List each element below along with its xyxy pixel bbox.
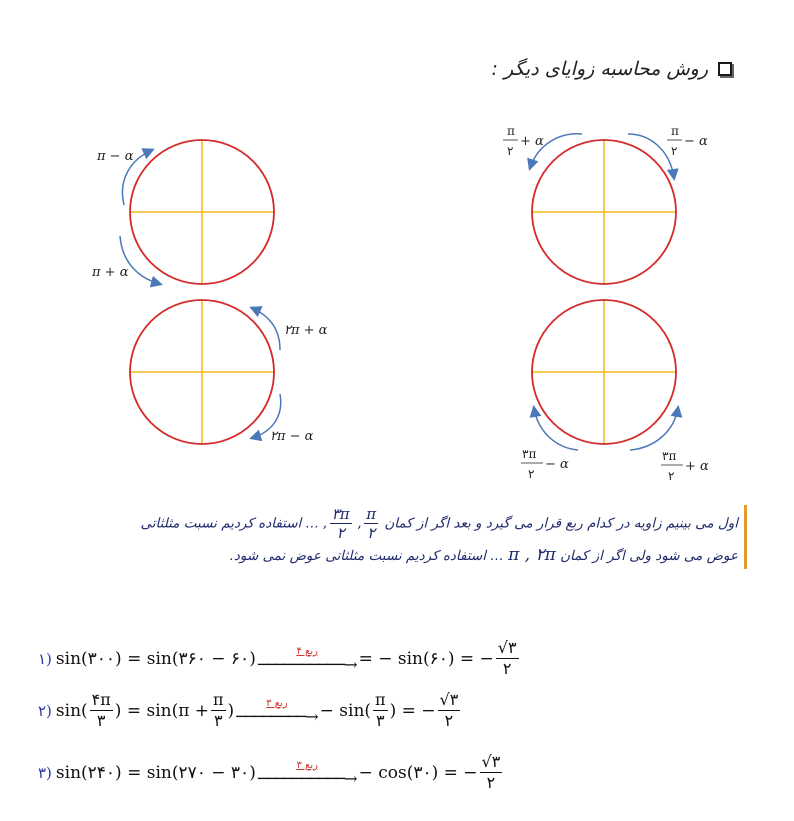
label-3half-pi-plus-num: ۳π <box>662 449 677 463</box>
arc-arrow-half-pi-minus-alpha <box>628 134 674 178</box>
quadrant-arrow: ربع ۴ ──────────→ <box>257 645 357 674</box>
arc-arrow-3half-pi-minus-alpha <box>534 408 578 450</box>
note-line-2: عوض می شود ولی اگر از کمان π , ۲π … استفاده کردیم نسبت مثلثاتی عوض نمی شود. <box>229 545 738 565</box>
label-half-pi-minus-tail: − α <box>684 134 708 149</box>
label-3half-pi-plus-den: ۲ <box>668 469 675 483</box>
label-2pi-plus-alpha: ۲π + α <box>284 323 328 338</box>
arc-arrow-3half-pi-plus-alpha <box>630 408 678 450</box>
circle-left-bottom <box>130 300 328 444</box>
circle-right-top <box>503 124 708 284</box>
quadrant-arrow: ربع ۳ ────────→ <box>236 697 318 726</box>
label-3half-pi-plus-tail: + α <box>685 459 709 474</box>
quadrant-arrow: ربع ۳ ──────────→ <box>257 759 357 788</box>
label-half-pi-minus-den: ۲ <box>671 144 678 158</box>
label-half-pi-minus-num: π <box>671 124 679 138</box>
label-half-pi-plus-tail: + α <box>520 134 544 149</box>
label-pi-minus-alpha: π − α <box>97 149 134 164</box>
note-frac-3half-pi: $\frac{۳\pi}{۲}$ <box>331 505 350 542</box>
result-fraction: $\frac{√۳}{۲}$ <box>497 638 517 678</box>
section-title-text: روش محاسبه زوایای دیگر : <box>491 58 708 80</box>
equation-2: ۲) sin( $\frac{۴\pi}{۳}$ ) = sin(π + $\frac{\pi}{۳}$ ) ربع ۳ ────────→ − sin( $\frac{\pi}{۳}$ ) = − $\frac{√۳}{۲}$ <box>38 690 459 730</box>
label-pi-plus-alpha: π + α <box>92 265 129 280</box>
note-line-1: اول می بینیم زاویه در کدام ربع قرار می گیرد و بعد اگر از کمان $\frac{\pi}{۲}$ , $\frac{۳\pi}{۲}$ , … استفاده کردیم نسبت مثلثاتی <box>140 505 738 542</box>
label-3half-pi-minus-num: ۳π <box>522 447 537 461</box>
label-half-pi-plus-num: π <box>507 124 515 138</box>
label-half-pi-plus-den: ۲ <box>507 144 514 158</box>
arc-arrow-2pi-plus-alpha <box>252 308 280 350</box>
circle-left-top <box>91 140 274 284</box>
label-3half-pi-minus-tail: − α <box>545 457 569 472</box>
explanation-note <box>38 505 747 569</box>
circle-right-bottom <box>521 300 709 483</box>
equation-1: ۱) sin(۳۰۰) = sin(۳۶۰ − ۶۰) ربع ۴ ──────────→ = − sin(۶۰) = − $\frac{√۳}{۲}$ <box>38 638 517 678</box>
label-3half-pi-minus-den: ۲ <box>528 467 535 481</box>
equation-3: ۳) sin(۲۴۰) = sin(۲۷۰ − ۳۰) ربع ۳ ──────────→ − cos(۳۰) = − $\frac{√۳}{۲}$ <box>38 752 501 792</box>
result-fraction: $\frac{√۳}{۲}$ <box>481 752 501 792</box>
label-2pi-minus-alpha: ۲π − α <box>270 429 314 444</box>
note-frac-half-pi: $\frac{\pi}{۲}$ <box>366 505 377 542</box>
result-fraction: $\frac{√۳}{۲}$ <box>439 690 459 730</box>
